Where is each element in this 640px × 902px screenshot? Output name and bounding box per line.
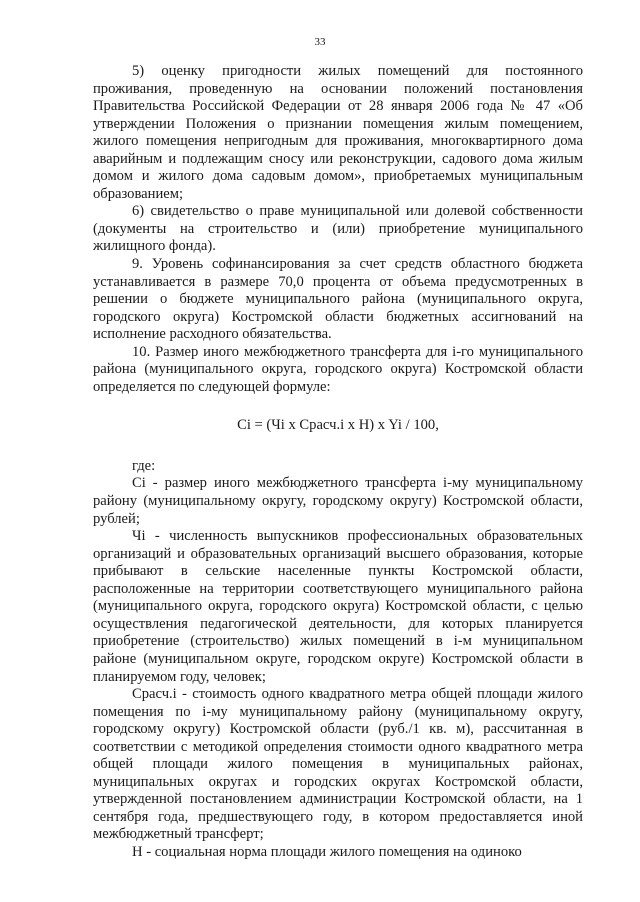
paragraph-item-6: 6) свидетельство о праве муниципальной или долевой собственности (документы на строительство и (или) приобретение муниципального жилищного фонда). — [93, 203, 583, 255]
definition-intro: где: — [132, 457, 156, 474]
document-body — [93, 63, 583, 862]
paragraph-clause-10: 10. Размер иного межбюджетного трансферта для i-го муниципального района (муниципального округа, городского округа) Костромской области определяется по следующей формуле: — [93, 343, 583, 395]
definition-ci: Ci - размер иного межбюджетного трансферта i-му муниципальному району (муниципальному округу, городскому округу) Костромской области, рублей; — [93, 475, 583, 527]
paragraph-item-5: 5) оценку пригодности жилых помещений для постоянного проживания, проведенную на основании положений постановления Правительства Российской Федерации от 28 января 2006 года № 47 «Об утверждении Положения о признании помещения жилым помещением, жилого помещения непригодным для проживания, многоквартирного дома аварийным и подлежащим сносу или реконструкции, садового дома жилым домом и жилого дома садовым домом», приобретаемых муниципальным образованием; — [93, 63, 583, 202]
definition-chi: Чi - численность выпускников профессиональных образовательных организаций и образовательных организаций высшего образования, которые прибывают в сельские населенные пункты Костромской области, расположенные на территории соответствующего муниципального района (муниципального округа, городского округа) Костромской области, с целью осуществления педагогической деятельности, для которых планируется приобретение (строительство) жилых помещений в i-м муниципальном районе (муниципальном округе, городском округе) Костромской области в планируемом году, человек; — [93, 528, 583, 685]
page-number: 33 — [314, 36, 326, 48]
formula: Ci = (Чi x Срасч.i x H) x Yi / 100, — [237, 417, 439, 434]
definition-h: H - социальная норма площади жилого помещения на одиноко — [132, 843, 522, 860]
definition-srasch: Срасч.i - стоимость одного квадратного метра общей площади жилого помещения по i-му муниципальному району (муниципальному округу, городскому округу) Костромской области (руб./1 кв. м), рассчитанная в соответствии с методикой определения стоимости одного квадратного метра общей площади жилого помещения в муниципальных районах, муниципальных округах и городских округах Костромской области, утвержденной постановлением администрации Костромской области, на 1 сентября года, предшествующего году, в котором предоставляется иной межбюджетный трансферт; — [93, 686, 583, 843]
paragraph-clause-9: 9. Уровень софинансирования за счет средств областного бюджета устанавливается в размере 70,0 процента от объема предусмотренных в решении о бюджете муниципального района (муниципального округа, городского округа) Костромской области бюджетных ассигнований на исполнение расходного обязательства. — [93, 256, 583, 343]
